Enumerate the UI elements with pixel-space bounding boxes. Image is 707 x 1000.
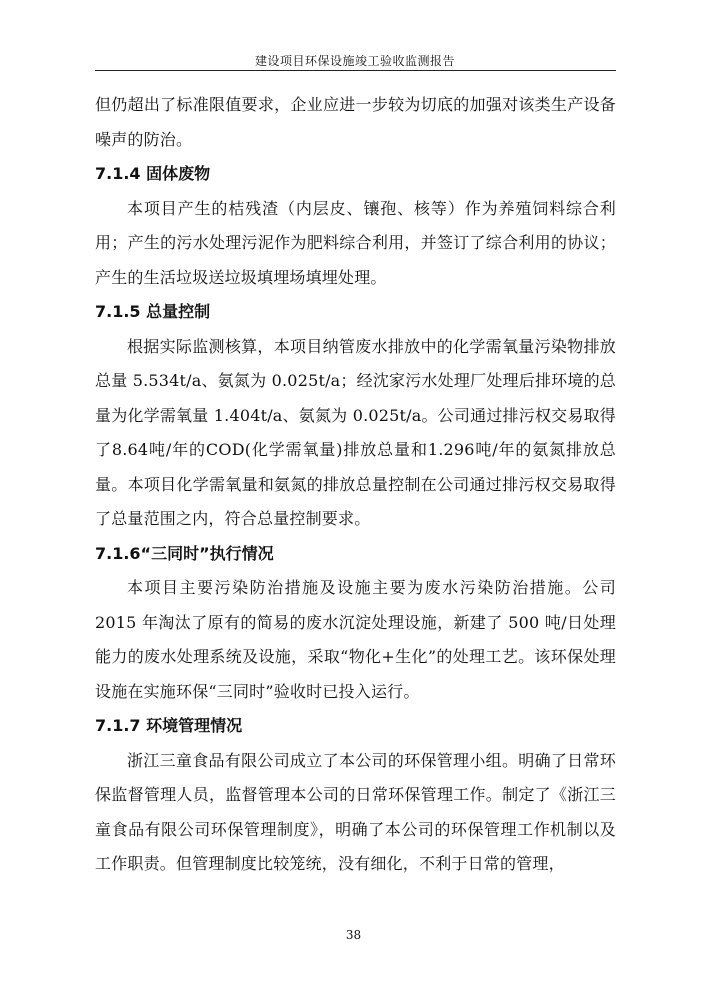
paragraph-three-simultaneous: 本项目主要污染防治措施及设施主要为废水污染防治措施。公司 2015 年淘汰了原有的简易的废水沉淀处理设施，新建了 500 吨/日处理能力的废水处理系统及设施，采取“物化+生化”的处理工艺。该环保处理设施在实施环保“三同时”验收时已投入运行。 xyxy=(95,578,616,701)
paragraph-env-management: 浙江三童食品有限公司成立了本公司的环保管理小组。明确了日常环保监督管理人员，监督管理本公司的日常环保管理工作。制定了《浙江三童食品有限公司环保管理制度》，明确了本公司的环保管理工作机制以及工作职责。但管理制度比较笼统，没有细化，不利于日常的管理， xyxy=(95,750,616,873)
section-heading-total-control: 7.1.5 总量控制 xyxy=(95,302,211,321)
section-heading-env-management: 7.1.7 环境管理情况 xyxy=(95,716,243,735)
page-header: 建设项目环保设施竣工验收监测报告 xyxy=(254,54,455,68)
section-heading-solid-waste: 7.1.4 固体废物 xyxy=(95,164,211,183)
page-body xyxy=(95,88,616,882)
paragraph-noise-continuation: 但仍超出了标准限值要求，企业应进一步较为切底的加强对该类生产设备噪声的防治。 xyxy=(95,95,616,149)
paragraph-total-control: 根据实际监测核算，本项目纳管废水排放中的化学需氧量污染物排放总量 5.534t/a、氨氮为 0.025t/a；经沈家污水处理厂处理后排环境的总量为化学需氧量 1.404t/a、氨氮为 0.025t/a。公司通过排污权交易取得了8.64吨/年的COD(化学需氧量)排放总量和1.296吨/年的氨氮排放总量。本项目化学需氧量和氨氮的排放总量控制在公司通过排污权交易取得了总量范围之内，符合总量控制要求。 xyxy=(95,336,616,528)
header-rule xyxy=(95,70,616,71)
paragraph-solid-waste: 本项目产生的桔残渣（内层皮、镶孢、核等）作为养殖饲料综合利用；产生的污水处理污泥作为肥料综合利用，并签订了综合利用的协议；产生的生活垃圾送垃圾填埋场填埋处理。 xyxy=(95,198,616,287)
page-number: 38 xyxy=(345,928,362,942)
section-heading-three-simultaneous: 7.1.6“三同时”执行情况 xyxy=(95,543,274,563)
